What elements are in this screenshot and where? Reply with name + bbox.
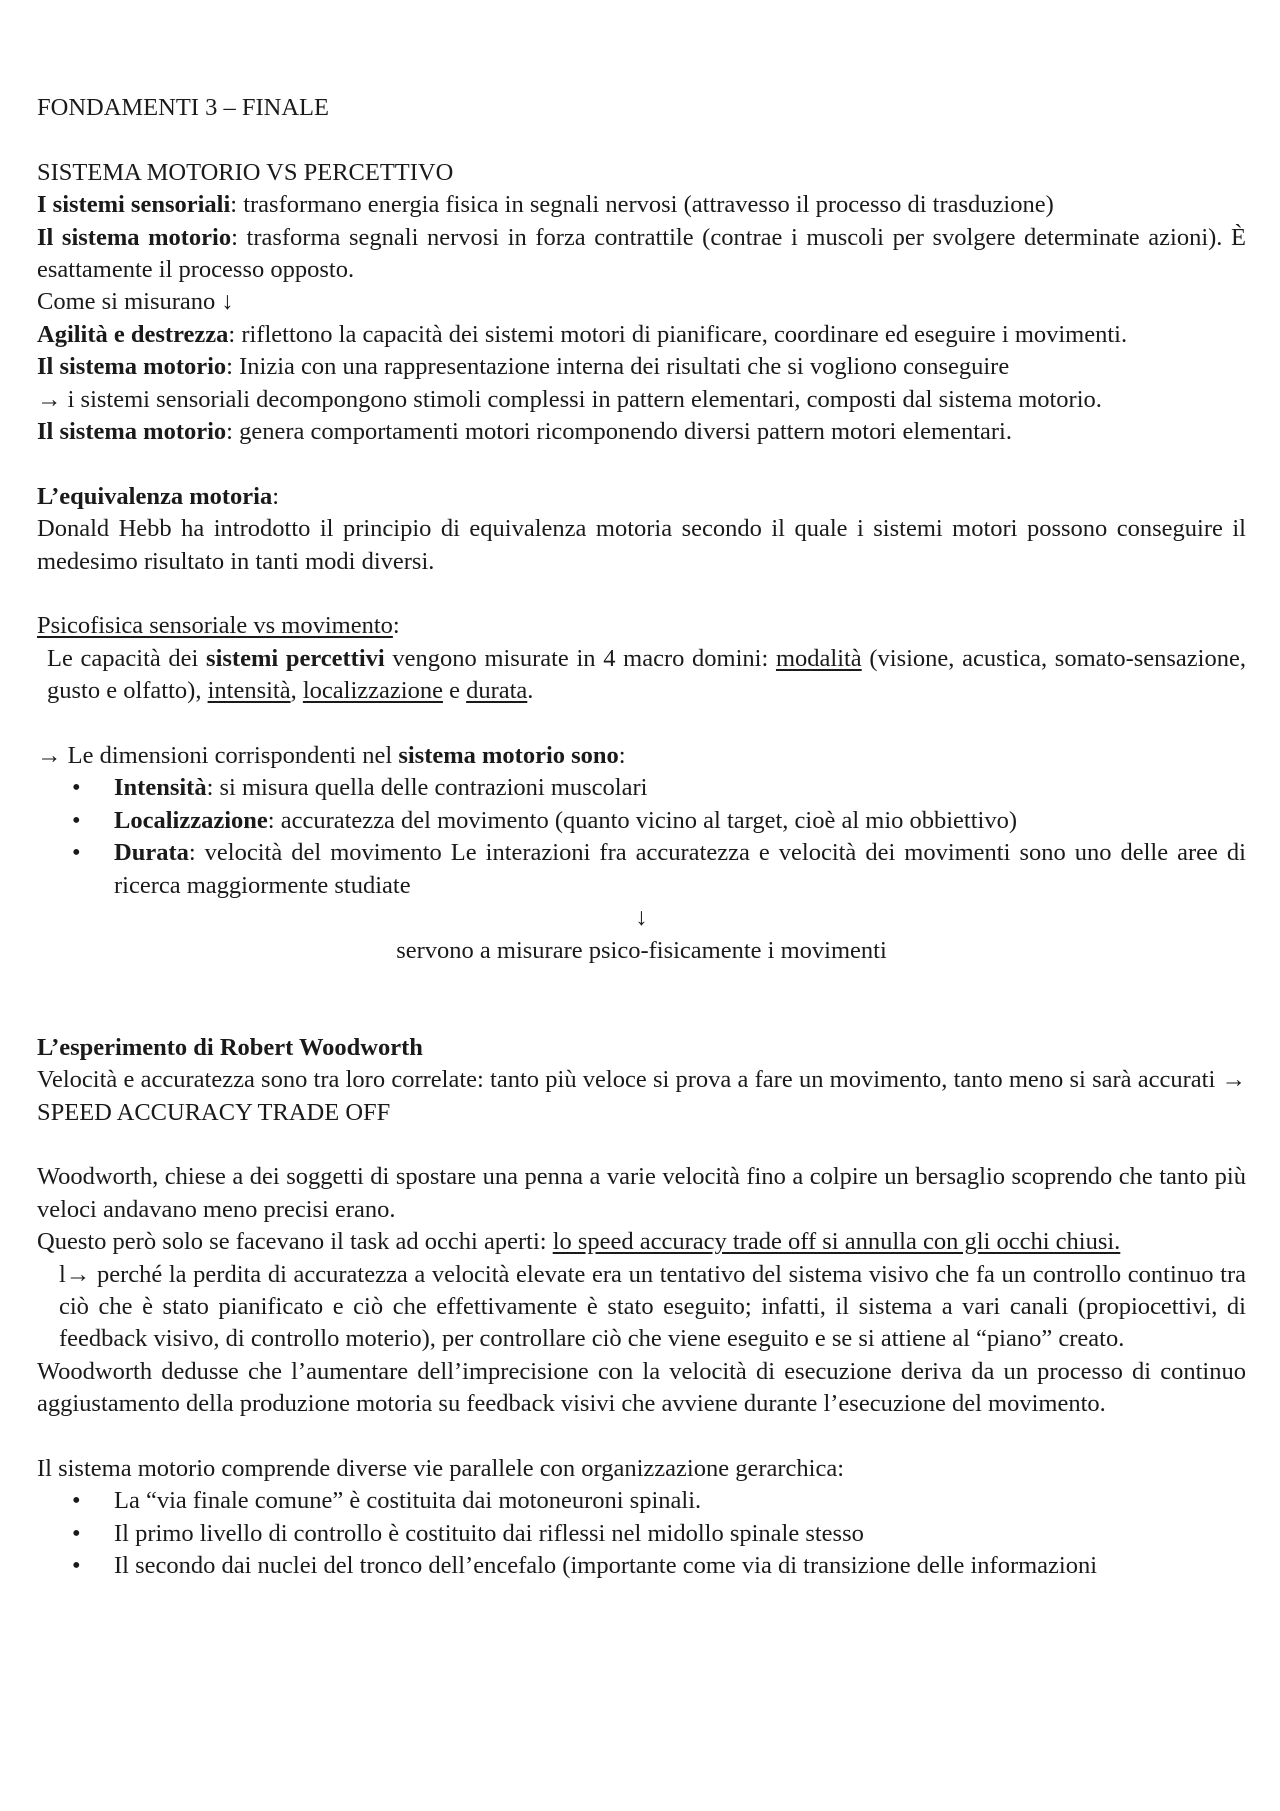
paragraph-velocita-accuratezza: Velocità e accuratezza sono tra loro correlate: tanto più veloce si prova a fare un movimento, tanto meno si sarà accurati → SPEED ACCURACY TRADE OFF	[37, 1066, 1246, 1126]
bullet-icon: •	[72, 1487, 81, 1515]
paragraph-hebb: Donald Hebb ha introdotto il principio di equivalenza motoria secondo il quale i sistemi motori possono conseguire il medesimo risultato in tanti modi diversi.	[37, 515, 1246, 575]
paragraph-agilita: Agilità e destrezza: riflettono la capacità dei sistemi motori di pianificare, coordinare ed eseguire i movimenti.	[37, 320, 1128, 348]
list-item: • Durata: velocità del movimento Le interazioni fra accuratezza e velocità dei movimenti sono uno delle aree di ricerca maggiormente studiate	[72, 839, 1246, 899]
bullet-icon: •	[72, 1519, 81, 1547]
section-heading-sistema-motorio: SISTEMA MOTORIO VS PERCETTIVO	[37, 158, 454, 186]
bullet-icon: •	[72, 806, 81, 834]
paragraph-perdita-accuratezza: l→ perché la perdita di accuratezza a velocità elevate era un tentativo del sistema visivo che fa un controllo continuo tra ciò che è stato pianificato e ciò che effettivamente è stato eseguito; infatti, il sistema a vari canali (propiocettivi, di feedback visivo, di controllo moterio), per controllare ciò che viene eseguito e se si attiene al “piano” creato.	[59, 1260, 1246, 1353]
section-heading-psicofisica: Psicofisica sensoriale vs movimento:	[37, 612, 400, 640]
paragraph-woodworth-dedusse: Woodworth dedusse che l’aumentare dell’imprecisione con la velocità di esecuzione deriva da un processo di continuo aggiustamento della produzione motoria su feedback visivi che avviene durante l’esecuzione del movimento.	[37, 1357, 1246, 1418]
paragraph-sistemi-sensoriali-decompongono: → i sistemi sensoriali decompongono stimoli complessi in pattern elementari, composti dal sistema motorio.	[37, 385, 1102, 413]
paragraph-sistema-motorio-2: Il sistema motorio: Inizia con una rappresentazione interna dei risultati che si vogliono conseguire	[37, 353, 1010, 381]
dimensions-list	[37, 772, 1246, 902]
section-heading-equivalenza: L’equivalenza motoria:	[37, 482, 280, 510]
list-item: • Intensità: si misura quella delle contrazioni muscolari	[114, 772, 1246, 804]
list-item: • Localizzazione: accuratezza del movimento (quanto vicino al target, cioè al mio obbiettivo)	[114, 805, 1246, 837]
centered-caption: servono a misurare psico-fisicamente i movimenti	[396, 936, 887, 964]
paragraph-capacita-percettivi: Le capacità dei sistemi percettivi vengono misurate in 4 macro domini: modalità (visione, acustica, somato-sensazione, gusto e olfatto), intensità, localizzazione e durata.	[47, 644, 1246, 705]
document-title: FONDAMENTI 3 – FINALE	[37, 94, 329, 121]
paragraph-woodworth-penna: Woodworth, chiese a dei soggetti di spostare una penna a varie velocità fino a colpire un bersaglio scoprendo che tanto più veloci andavano meno precisi erano.	[37, 1163, 1246, 1223]
bullet-icon: •	[72, 1552, 81, 1580]
list-item: • Il primo livello di controllo è costituito dai riflessi nel midollo spinale stesso	[114, 1518, 1246, 1550]
paragraph-come-si-misurano: Come si misurano ↓	[37, 288, 234, 316]
paragraph-dimensioni-corrispondenti: → Le dimensioni corrispondenti nel sistema motorio sono:	[37, 742, 626, 770]
bullet-icon: •	[72, 839, 81, 867]
list-item: • La “via finale comune” è costituita dai motoneuroni spinali.	[114, 1485, 1246, 1517]
paragraph-occhi-aperti: Questo però solo se facevano il task ad occhi aperti: lo speed accuracy trade off si annulla con gli occhi chiusi.	[37, 1228, 1121, 1256]
document-page	[37, 92, 1246, 1583]
hierarchy-list	[37, 1485, 1246, 1582]
section-heading-woodworth: L’esperimento di Robert Woodworth	[37, 1033, 423, 1061]
paragraph-vie-parallele: Il sistema motorio comprende diverse vie parallele con organizzazione gerarchica:	[37, 1454, 845, 1482]
list-item: • Il secondo dai nuclei del tronco dell’encefalo (importante come via di transizione delle informazioni	[114, 1550, 1246, 1582]
paragraph-sistemi-sensoriali: I sistemi sensoriali: trasformano energia fisica in segnali nervosi (attravesso il processo di trasduzione)	[37, 191, 1054, 219]
paragraph-sistema-motorio-1: Il sistema motorio: trasforma segnali nervosi in forza contrattile (contrae i muscoli per svolgere determinate azioni). È esattamente il processo opposto.	[37, 223, 1246, 284]
paragraph-sistema-motorio-3: Il sistema motorio: genera comportamenti motori ricomponendo diversi pattern motori elementari.	[37, 418, 1012, 446]
bullet-icon: •	[72, 774, 81, 802]
down-arrow: ↓	[635, 904, 648, 932]
